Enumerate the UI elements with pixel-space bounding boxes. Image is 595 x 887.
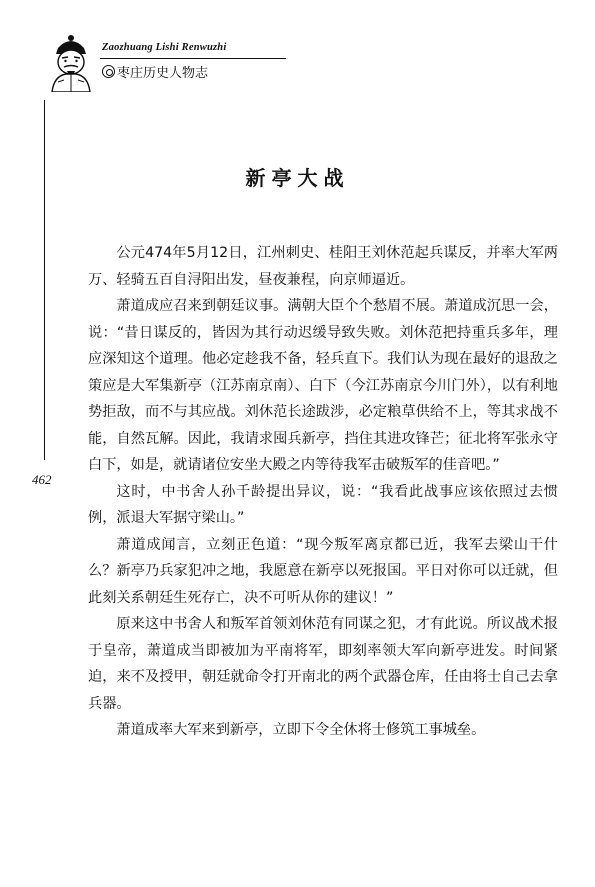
paragraph: 萧道成闻言，立刻正色道：“现今叛军离京都已近，我军去梁山干什么？新亭乃兵家犯冲之地，我愿意在新亭以死报国。平日对你可以迁就，但此刻关系朝廷生死存亡，决不可听从你的建议！” <box>88 536 558 606</box>
margin-rule <box>44 100 45 460</box>
series-title-english: Zaozhuang Lishi Renwuzhi <box>102 42 227 53</box>
page-number: 462 <box>32 472 52 487</box>
paragraph: 萧道成应召来到朝廷议事。满朝大臣个个愁眉不展。萧道成沉思一会，说：“昔日谋反的，皆因为其行动迟缓导致失败。刘休范把持重兵多年，理应深知这个道理。他必定趁我不备，轻兵直下。我们认为现在最好的退敌之策应是大军集新亭（江苏南京南）、白下（今江苏南京今川门外），以有利地势拒敌，而不与其应战。刘休范长途跋涉，必定粮草供给不上，等其求战不能，自然瓦解。因此，我请求囤兵新亭，挡住其进攻锋芒；征北将军张永守白下，如是，就请诸位安坐大殿之内等待我军击破叛军的佳音吧。” <box>88 298 558 473</box>
article-body <box>88 240 558 744</box>
paragraph: 公元474年5月12日，江州刺史、桂阳王刘休范起兵谋反，并率大军两万、轻骑五百自浔阳出发，昼夜兼程，向京师逼近。 <box>88 245 558 288</box>
paragraph: 萧道成率大军来到新亭，立即下令全休将士修筑工事城垒。 <box>116 722 486 738</box>
header-rule <box>100 58 286 59</box>
paragraph: 这时，中书舍人孙千龄提出异议，说：“我看此战事应该依照过去惯例，派退大军据守梁山。” <box>88 483 558 526</box>
scholar-portrait-icon <box>44 34 98 92</box>
article-title: 新亭大战 <box>245 166 350 190</box>
running-header <box>44 34 284 94</box>
series-title-chinese-text: 枣庄历史人物志 <box>117 66 209 81</box>
double-circle-icon <box>102 65 115 78</box>
paragraph: 原来这中书舍人和叛军首领刘休范有同谋之犯，才有此说。所议战术报于皇帝，萧道成当即被加为平南将军，即刻率领大军向新亭进发。时间紧迫，来不及授甲，朝廷就命令打开南北的两个武器仓库，任由将士自己去拿兵器。 <box>88 616 558 712</box>
series-title-chinese <box>102 62 208 81</box>
